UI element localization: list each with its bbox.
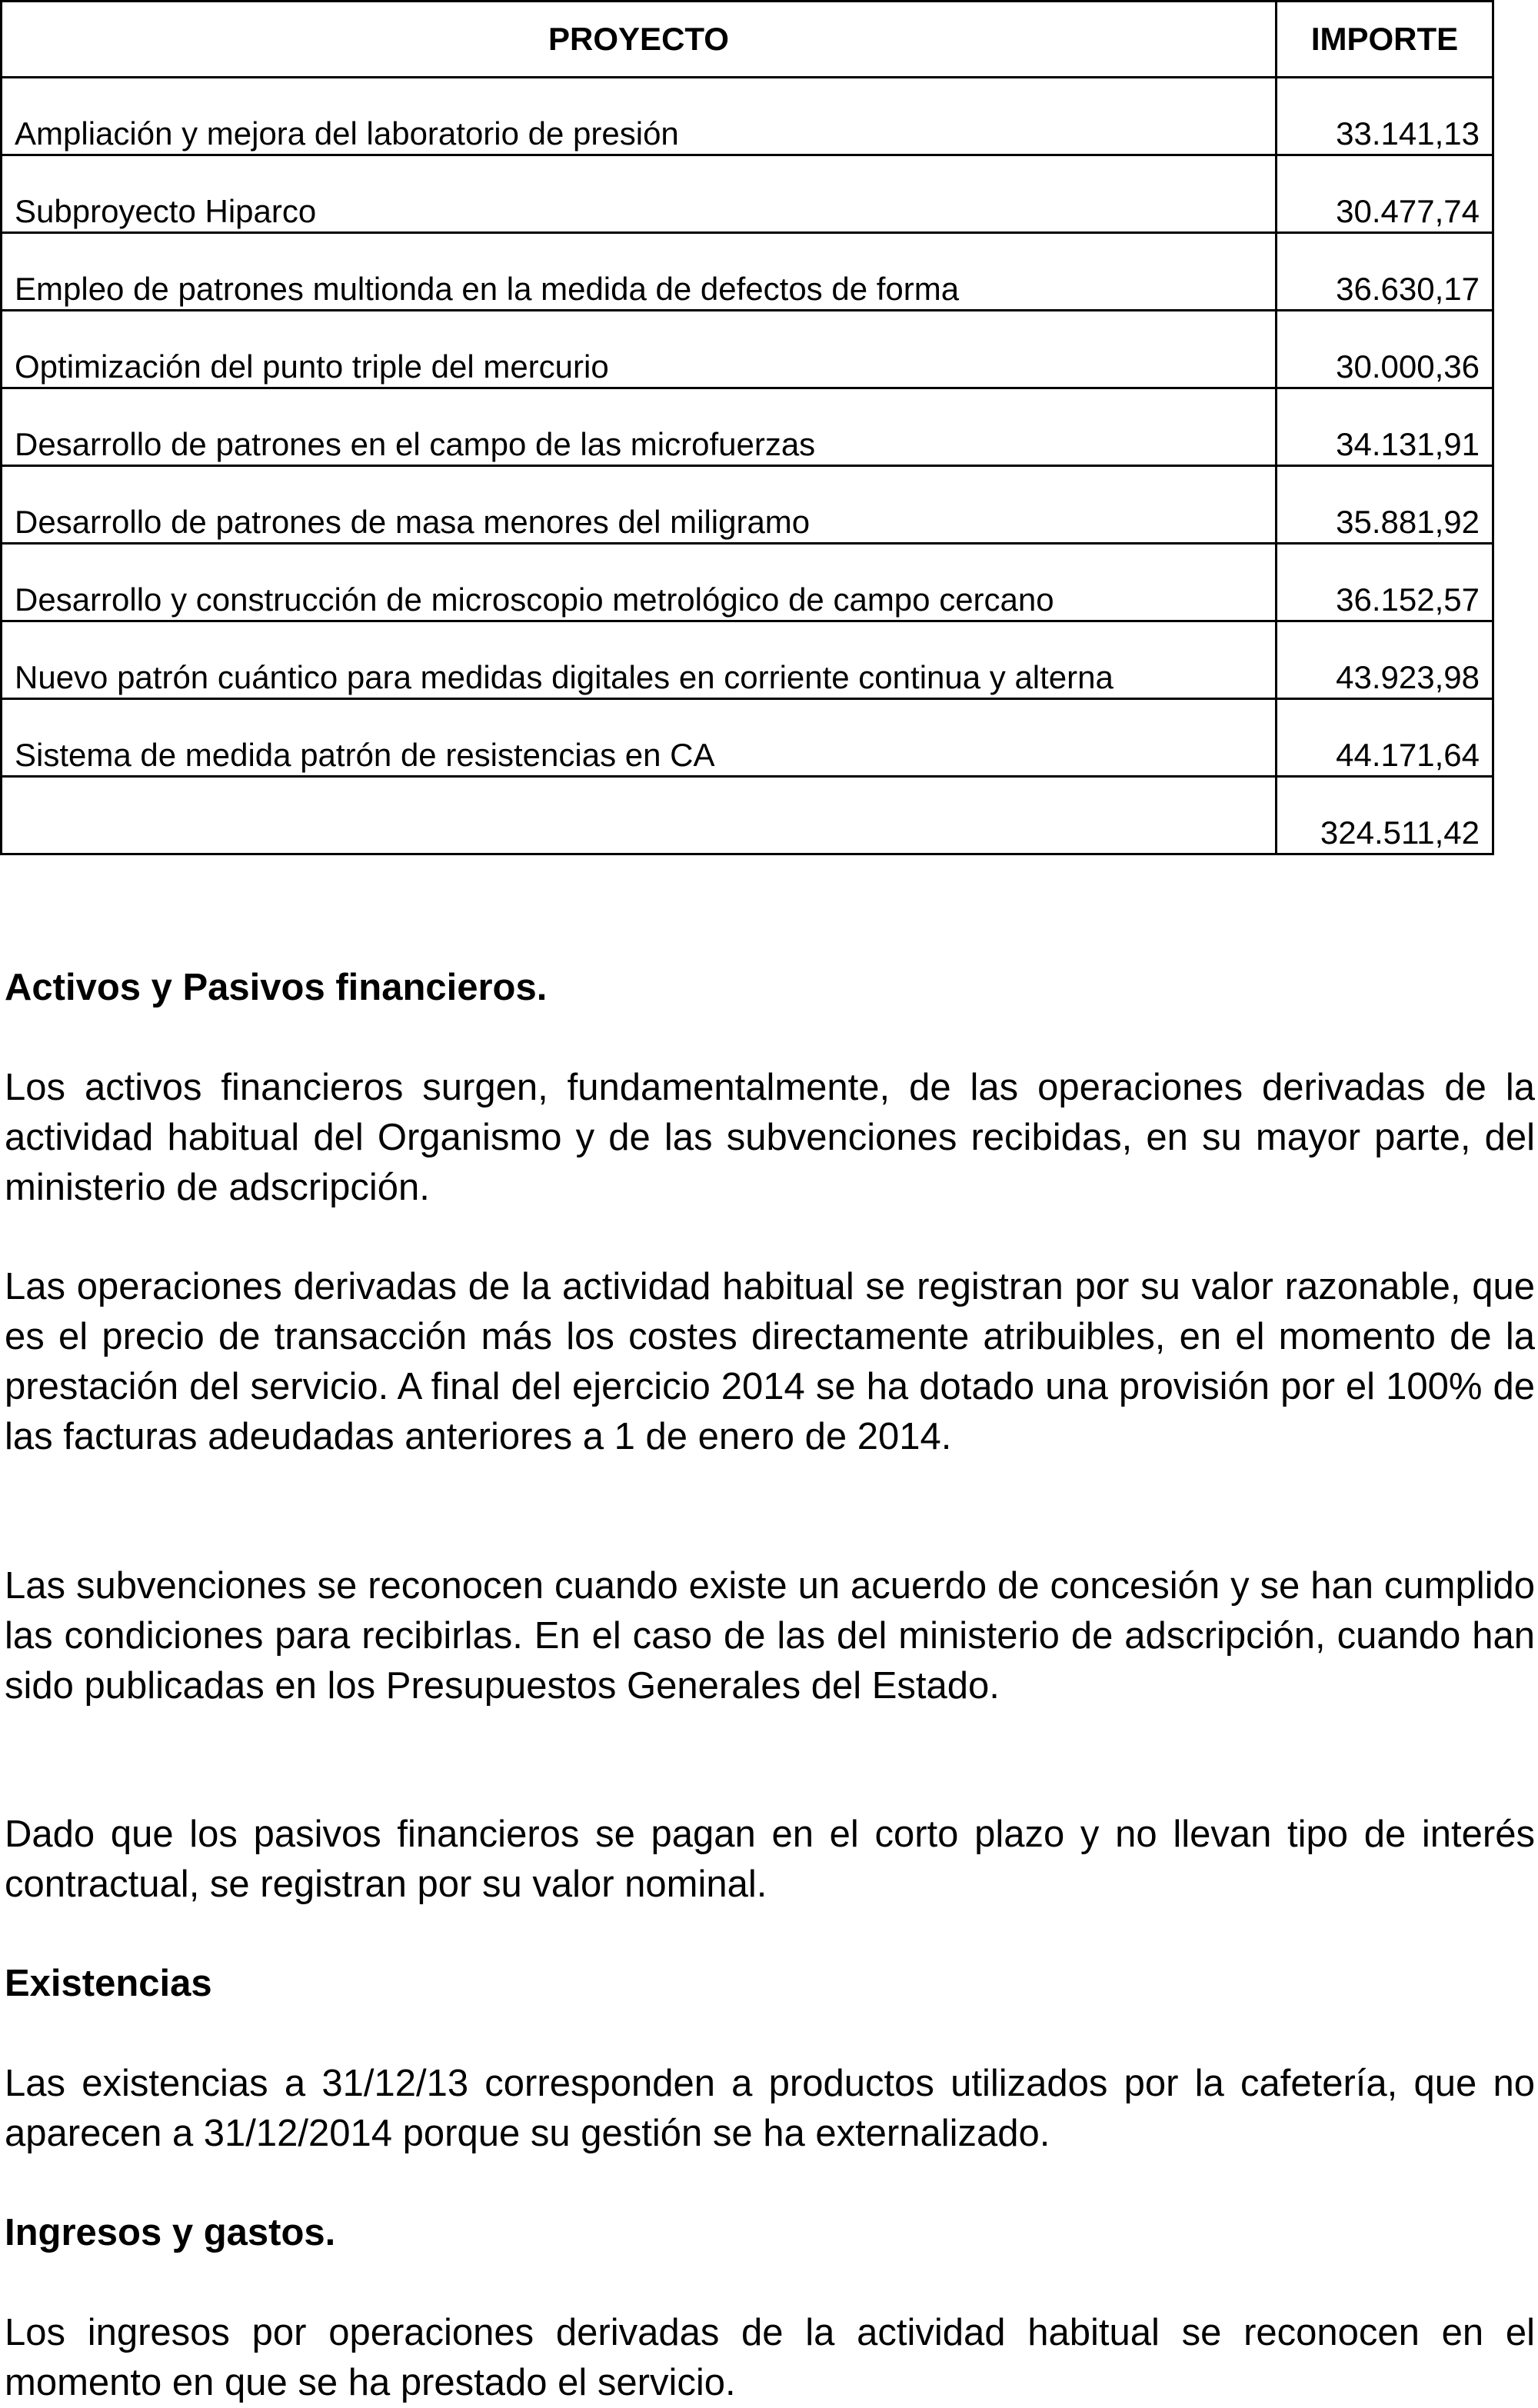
- table-row: [2, 621, 1493, 699]
- project-amount: 35.881,92: [1277, 466, 1493, 544]
- project-amount: 36.630,17: [1277, 233, 1493, 311]
- table-row: [2, 699, 1493, 777]
- paragraph-activos-3: Las subvenciones se reconocen cuando existe un acuerdo de concesión y se han cumplido las condiciones para recibirlas. En el caso de las del ministerio de adscripción, cuando han sido publicadas en los Presupuestos Generales del Estado.: [5, 1565, 1535, 1707]
- project-name: Desarrollo y construcción de microscopio metrológico de campo cercano: [2, 544, 1277, 621]
- project-amount: 30.000,36: [1277, 311, 1493, 388]
- paragraph-existencias-1: Las existencias a 31/12/13 corresponden a productos utilizados por la cafetería, que no aparecen a 31/12/2014 porque su gestión se ha externalizado.: [5, 2063, 1535, 2154]
- project-name: Optimización del punto triple del mercurio: [2, 311, 1277, 388]
- project-amount: 43.923,98: [1277, 621, 1493, 699]
- total-label-cell: [2, 777, 1277, 854]
- project-name: Subproyecto Hiparco: [2, 155, 1277, 233]
- heading-ingresos-gastos: Ingresos y gastos.: [5, 2212, 336, 2253]
- project-name: Ampliación y mejora del laboratorio de presión: [2, 78, 1277, 155]
- project-amount: 33.141,13: [1277, 78, 1493, 155]
- project-name: Sistema de medida patrón de resistencias en CA: [2, 699, 1277, 777]
- project-name: Empleo de patrones multionda en la medida de defectos de forma: [2, 233, 1277, 311]
- header-project: PROYECTO: [2, 2, 1277, 78]
- projects-table: [0, 0, 1494, 855]
- project-amount: 30.477,74: [1277, 155, 1493, 233]
- table-row: [2, 233, 1493, 311]
- table-row: [2, 466, 1493, 544]
- project-amount: 44.171,64: [1277, 699, 1493, 777]
- table-row: [2, 155, 1493, 233]
- paragraph-activos-1: Los activos financieros surgen, fundamentalmente, de las operaciones derivadas de la actividad habitual del Organismo y de las subvenciones recibidas, en su mayor parte, del ministerio de adscripción.: [5, 1067, 1535, 1208]
- table-row: [2, 311, 1493, 388]
- header-amount: IMPORTE: [1277, 2, 1493, 78]
- table-row: [2, 388, 1493, 466]
- paragraph-activos-4: Dado que los pasivos financieros se pagan en el corto plazo y no llevan tipo de interés contractual, se registran por su valor nominal.: [5, 1813, 1535, 1905]
- table-header-row: [2, 2, 1493, 78]
- table-row: [2, 544, 1493, 621]
- project-name: Desarrollo de patrones de masa menores del miligramo: [2, 466, 1277, 544]
- paragraph-ingresos-1: Los ingresos por operaciones derivadas de la actividad habitual se reconocen en el momento en que se ha prestado el servicio.: [5, 2312, 1535, 2403]
- total-amount: 324.511,42: [1277, 777, 1493, 854]
- table-total-row: [2, 777, 1493, 854]
- heading-activos-pasivos: Activos y Pasivos financieros.: [5, 967, 548, 1008]
- project-name: Desarrollo de patrones en el campo de las microfuerzas: [2, 388, 1277, 466]
- heading-existencias: Existencias: [5, 1963, 212, 2004]
- project-name: Nuevo patrón cuántico para medidas digitales en corriente continua y alterna: [2, 621, 1277, 699]
- project-amount: 34.131,91: [1277, 388, 1493, 466]
- project-amount: 36.152,57: [1277, 544, 1493, 621]
- table-row: [2, 78, 1493, 155]
- paragraph-activos-2: Las operaciones derivadas de la actividad habitual se registran por su valor razonable, que es el precio de transacción más los costes directamente atribuibles, en el momento de la prestación del servicio. A final del ejercicio 2014 se ha dotado una provisión por el 100% de las facturas adeudadas anteriores a 1 de enero de 2014.: [5, 1266, 1535, 1457]
